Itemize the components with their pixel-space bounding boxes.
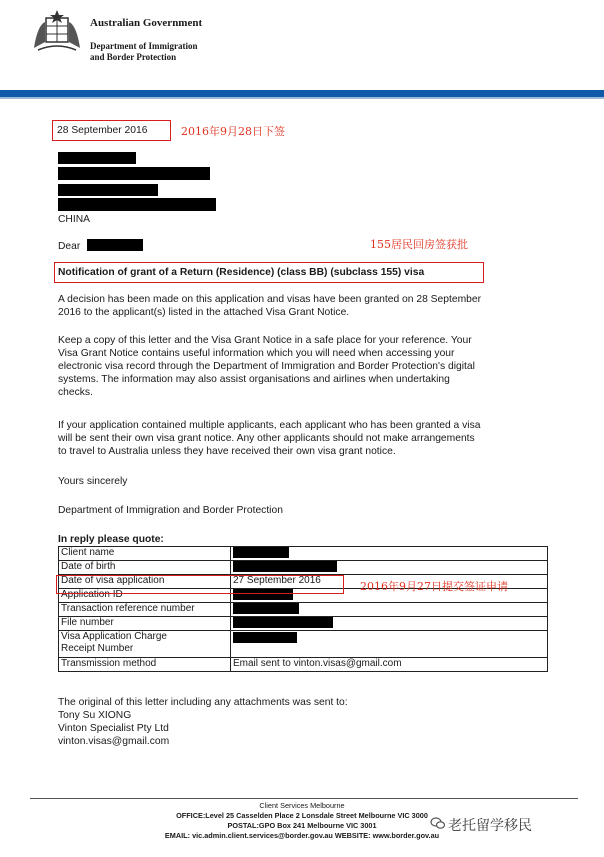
sent-to-block: The original of this letter including any attachments was sent to: Tony Su XIONG Vinton Specialist Pty Ltd vinton.visas@gmail.com bbox=[58, 697, 348, 747]
value-transaction-reference bbox=[231, 603, 548, 617]
address-country: CHINA bbox=[58, 214, 91, 225]
redacted-name bbox=[87, 239, 143, 251]
government-title: Australian Government bbox=[90, 17, 203, 29]
redacted-address-line bbox=[58, 198, 216, 211]
value-transmission-method: Email sent to vinton.visas@gmail.com bbox=[231, 658, 548, 672]
redacted-address-line bbox=[58, 167, 210, 180]
paragraph-decision: A decision has been made on this application and visas have been granted on 28 September 2016 to the applicant(s) listed in the attached Visa Grant Notice. bbox=[58, 294, 482, 318]
annotation-visa-approved: 155居民回房签获批 bbox=[370, 238, 468, 251]
signoff-department: Department of Immigration and Border Protection bbox=[58, 505, 283, 516]
table-row bbox=[59, 617, 548, 631]
table-row bbox=[59, 561, 548, 575]
value-date-of-application: 27 September 2016 bbox=[231, 575, 548, 589]
footer-office-name: Client Services Melbourne bbox=[259, 801, 345, 810]
department-name-line2: and Border Protection bbox=[90, 52, 177, 62]
footer-contact: EMAIL: vic.admin.client.services@border.gov.au WEBSITE: www.border.gov.au bbox=[164, 831, 440, 840]
coat-of-arms-icon bbox=[30, 8, 84, 52]
paragraph-multiple-applicants: If your application contained multiple applicants, each applicant who has been granted a visa will be sent their own visa grant notice. Any other applicants should not make arrangements to travel to Australia unless they have received their own visa grant notice. bbox=[58, 420, 481, 457]
footer-postal-address: POSTAL:GPO Box 241 Melbourne VIC 3001 bbox=[227, 821, 377, 830]
value-client-name bbox=[231, 547, 548, 561]
table-row bbox=[59, 603, 548, 617]
value-file-number bbox=[231, 617, 548, 631]
value-date-of-birth bbox=[231, 561, 548, 575]
table-row bbox=[59, 658, 548, 672]
annotation-grant-date: 2016年9月28日下签 bbox=[181, 125, 285, 138]
salutation: Dear bbox=[58, 241, 81, 252]
label-transaction-reference: Transaction reference number bbox=[59, 603, 231, 617]
header-blue-rule bbox=[0, 90, 604, 97]
redacted-address-line bbox=[58, 152, 136, 164]
label-application-id: Application ID bbox=[59, 589, 231, 603]
wechat-icon bbox=[430, 815, 446, 831]
paragraph-keep-copy: Keep a copy of this letter and the Visa Grant Notice in a safe place for your reference. Your Visa Grant Notice contains useful information which you will need when accessing your electronic visa record through the Department of Immigration and Border Protection's digital systems. The information may also assist organisations and airlines when undertaking checks. bbox=[58, 335, 475, 398]
subject-line: Notification of grant of a Return (Residence) (class BB) (subclass 155) visa bbox=[58, 267, 425, 278]
watermark-text: 老托留学移民 bbox=[448, 818, 532, 834]
label-client-name: Client name bbox=[59, 547, 231, 561]
label-transmission-method: Transmission method bbox=[59, 658, 231, 672]
value-visa-charge-receipt bbox=[231, 631, 548, 658]
reply-quote-table bbox=[58, 546, 548, 672]
annotation-application-date: 2016年9月27日提交签证申请 bbox=[360, 580, 508, 593]
footer-office-address: OFFICE:Level 25 Casselden Place 2 Lonsdale Street Melbourne VIC 3000 bbox=[176, 811, 428, 820]
closing: Yours sincerely bbox=[58, 476, 128, 487]
header-grey-rule bbox=[0, 97, 604, 99]
footer-rule bbox=[30, 798, 578, 799]
label-file-number: File number bbox=[59, 617, 231, 631]
label-visa-charge-receipt: Visa Application Charge Receipt Number bbox=[59, 631, 231, 658]
department-name-line1: Department of Immigration bbox=[90, 41, 198, 51]
redacted-address-line bbox=[58, 184, 158, 196]
label-date-of-application: Date of visa application bbox=[59, 575, 231, 589]
letter-date: 28 September 2016 bbox=[57, 125, 148, 136]
label-date-of-birth: Date of birth bbox=[59, 561, 231, 575]
table-row bbox=[59, 547, 548, 561]
application-date-highlight-box bbox=[56, 575, 344, 594]
reply-heading: In reply please quote: bbox=[58, 534, 164, 545]
table-row bbox=[59, 631, 548, 658]
